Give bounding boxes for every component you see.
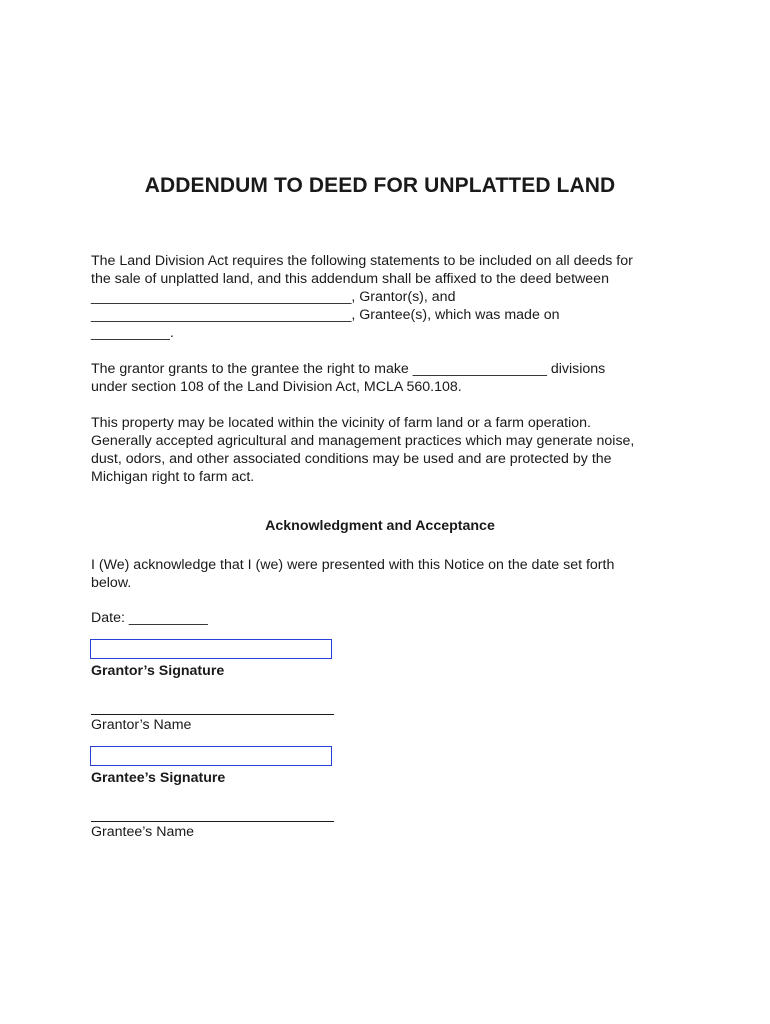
farm-paragraph (91, 414, 691, 486)
intro-line: _________________________________, Grantor(s), and (91, 289, 456, 305)
grantor-name-label: Grantor’s Name (91, 717, 192, 733)
document-title: ADDENDUM TO DEED FOR UNPLATTED LAND (144, 174, 616, 197)
acknowledgment-heading: Acknowledgment and Acceptance (265, 518, 495, 534)
farm-line: This property may be located within the vicinity of farm land or a farm operation. (91, 415, 591, 431)
intro-line: __________. (91, 325, 174, 341)
intro-paragraph (91, 252, 691, 342)
divisions-paragraph (91, 360, 691, 396)
intro-line: The Land Division Act requires the following statements to be included on all deeds for (91, 253, 633, 269)
ack-line: below. (91, 575, 132, 591)
ack-line: I (We) acknowledge that I (we) were presented with this Notice on the date set forth (91, 557, 615, 573)
farm-line: Generally accepted agricultural and management practices which may generate noise, (91, 433, 635, 449)
grantor-signature-field[interactable] (90, 639, 332, 659)
grantee-name-label: Grantee’s Name (91, 824, 195, 840)
acknowledgment-paragraph (91, 556, 691, 592)
divisions-line: The grantor grants to the grantee the right to make _________________ divisions (91, 361, 606, 377)
grantee-signature-label: Grantee’s Signature (91, 770, 226, 786)
divisions-line: under section 108 of the Land Division Act, MCLA 560.108. (91, 379, 462, 395)
grantor-name-line (91, 714, 334, 715)
grantee-signature-field[interactable] (90, 746, 332, 766)
intro-line: the sale of unplatted land, and this addendum shall be affixed to the deed between (91, 271, 609, 287)
grantor-signature-label: Grantor’s Signature (91, 663, 225, 679)
farm-line: Michigan right to farm act. (91, 469, 255, 485)
date-label: Date: __________ (91, 610, 208, 626)
farm-line: dust, odors, and other associated conditions may be used and are protected by the (91, 451, 612, 467)
intro-line: _________________________________, Grantee(s), which was made on (91, 307, 560, 323)
grantee-name-line (91, 821, 334, 822)
